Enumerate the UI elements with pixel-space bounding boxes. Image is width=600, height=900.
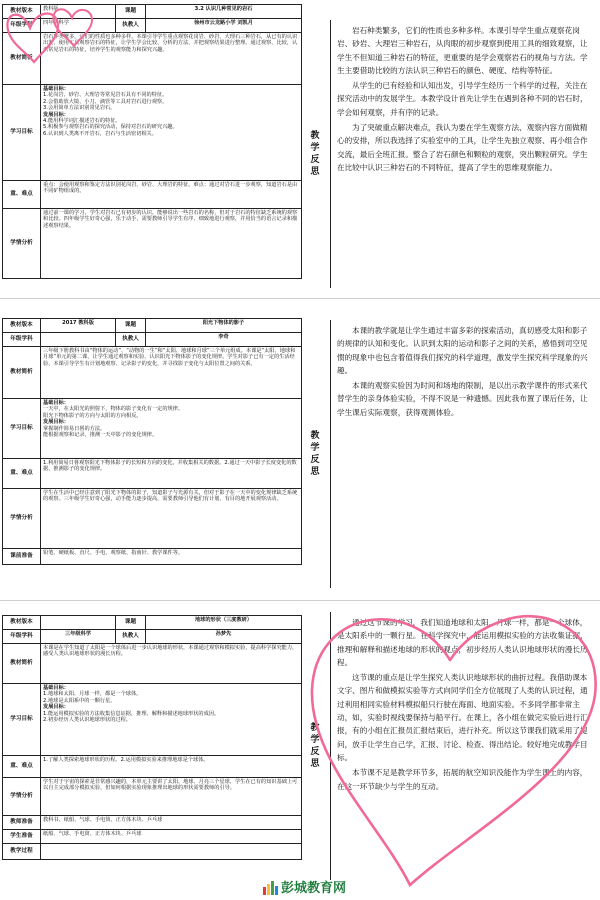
teacher-label: 执教人 — [116, 19, 146, 33]
student-prep-text: 纸船、气球、手电筒、正方体木块、乒乓球 — [41, 830, 302, 844]
label-char: 反 — [310, 747, 320, 757]
lesson-title: 地球的形状（三度教研） — [146, 616, 302, 630]
lesson-label: 课题 — [116, 616, 146, 630]
teacher-prep-text: 教科书、纸船、气球、手电筒、正方体木块、乒乓球 — [41, 816, 302, 830]
key-text: 1.利用简易日晷观察阳光下物体影子的长短和方向的变化，并收集相关的数据。2.通过一天中影子长度变化的数据，推测影子的变化规律。 — [41, 459, 302, 489]
lesson-title: 3.2 认识几种常见的岩石 — [146, 5, 302, 19]
goal-item: 3.会用简单方法识别常见岩石。 — [43, 105, 116, 112]
page-separator — [0, 600, 600, 601]
lesson-plan-1-table — [2, 4, 302, 279]
goals-cell — [41, 85, 302, 181]
goal-item: 6.认识到人类离不开岩石，岩石与生活密切相关。 — [43, 130, 157, 137]
goal-heading: 发展目标： — [43, 704, 69, 711]
grade-label: 年级学科 — [3, 630, 41, 644]
lesson-plan-2-table — [2, 318, 302, 565]
lesson-plan-2 — [2, 318, 302, 590]
label-char: 反 — [310, 155, 320, 165]
process-label: 教学过程 — [3, 844, 41, 860]
analysis-text: 本课是在学生知道了太阳是一个球体后进一步认识地球的形状，本课通过观察和模拟实验，提高科学探究能力，感受人类认识地球形状的漫长历程。 — [41, 644, 302, 684]
lesson-label: 课题 — [116, 319, 146, 333]
label-char: 学 — [310, 443, 320, 453]
goal-item: 阳光下物体影子的方向与太阳的方向相反。 — [43, 412, 142, 419]
prep-text: 铅笔、硬纸板、直尺、手电、观察纸、指南针、教学课件等。 — [41, 549, 302, 565]
edition-label: 教材版本 — [3, 319, 41, 333]
reflection-panel-3 — [300, 612, 600, 880]
goal-item: 2.会借助放大镜、小刀、滴管等工具对岩石进行观察。 — [43, 98, 168, 105]
grade-value: 三年级科学 — [41, 630, 116, 644]
prep-label: 课前准备 — [3, 549, 41, 565]
reflection-text — [331, 20, 600, 288]
edition-label: 教材版本 — [3, 616, 41, 630]
goals-label: 学习目标 — [3, 85, 41, 181]
reflection-paragraph: 本课的教学就是让学生通过丰富多彩的探索活动，真切感受太阳和影子的规律的认知和变化。认识到太阳的运动和影子之间的关系，感悟到司空见惯的现象中也包含着值得我们探究的科学道理，激发学生探究科学现象的兴趣。 — [337, 326, 588, 375]
goal-item: 1.花岗岩、砂岩、大理岩等常见岩石具有不同的特征。 — [43, 92, 168, 99]
reflection-paragraph: 通过这节课的学习，我们知道地球和太阳、月球一样，都是一个球体，是太阳系中的一颗行星。在科学探究中，能运用模拟实验的方法收集证据，推理和解释和描述地球的形状的观点，初步经历人类认识地球形状的漫长历程。 — [337, 618, 588, 667]
teacher-label: 执教人 — [116, 630, 146, 644]
goal-item: 能根据观察和记录，推测一天中影子的变化规律。 — [43, 432, 158, 439]
teacher-value: 李奇 — [146, 333, 302, 347]
goal-heading: 基础目标： — [43, 86, 69, 92]
reflection-paragraph: 这节课的重点是让学生探究人类认识地球形状的曲折过程。我借助课本文字、图片和做模拟实验等方式向同学们全方位展现了人类的认识过程，通过利用相同实验材料模拟船只行驶在海面、地面实验。不多同学都非常主动，如，实验时视线要保持与船平行。在课上，各小组在做完实验后进行汇报，有的小组在汇报员汇报结束后，进行补充。所以这节课我们就采用了提问，放手让学生自己学，汇报、讨论、检查、得出结论。较好地完成教学目标。 — [337, 673, 588, 762]
reflection-label — [300, 320, 331, 588]
key-text: 重点：会使用观察和鉴定方法识别花岗岩、砂岩、大理岩的特征。难点：通过对岩石进一步观察，知道岩石是由不同矿物组成的。 — [41, 181, 302, 209]
edition-label: 教材版本 — [3, 5, 41, 19]
teacher-label: 执教人 — [116, 333, 146, 347]
goal-item: 4.能用科学词汇描述岩石的特征。 — [43, 118, 121, 125]
key-label: 重、难点 — [3, 459, 41, 489]
lesson-plan-3-table — [2, 615, 302, 860]
grade-value: 四年级科学 — [41, 19, 116, 33]
analysis-label: 教材简析 — [3, 33, 41, 85]
label-char: 学 — [310, 735, 320, 745]
goal-item: 2.初步经历人类认识地球形状的过程。 — [43, 717, 131, 724]
teacher-value: 徐州市云龙路小学 刘凯月 — [146, 19, 302, 33]
reflection-paragraph: 岩石种类繁多，它们的性质也多种多样。本课引导学生重点观察花岗岩、砂岩、大理岩三种岩石，从肉眼的初步观察到使用工具的细致观察，让学生不但知道三种岩石的特征，更重要的是学会观察岩石的视角与方法。学生主要借助比较的方法认识三种岩石的颜色、硬度、结构等特征。 — [337, 26, 588, 75]
key-label: 重、难点 — [3, 181, 41, 209]
lesson-title: 阳光下物体的影子 — [146, 319, 302, 333]
goals-cell — [41, 684, 302, 756]
goal-item: 掌握制作简易日晷的方法。 — [43, 425, 106, 432]
edition-value — [41, 616, 116, 630]
goal-item: 5.积极参与观察岩石的探究活动，保持对岩石的研究兴趣。 — [43, 124, 178, 131]
analysis-text: 岩石种类繁多，它们的性质也多种多样。本课引导学生重点观察花岗岩、砂岩、大理石三种岩石，从已有的认识出发，使用工具观察岩石的特征，让学生学会比较、分析的方法，并把观察结果进行整理。通过观察、比较，认识常见岩石的特征，培养学生的观察能力和探究兴趣。 — [41, 33, 302, 85]
reflection-paragraph: 为了突破重点解决难点，我认为要在学生观察方法、观察内容方面做精心的安排，所以我选择了实验室中的工具，让学生先独立观察、再小组合作交流，最后全班汇报。整合了岩石颜色和颗粒的观察，突出颗粒研究。学生在比较中认识三种岩石的不同特征，提高了学生的思维观察能力。 — [337, 123, 588, 172]
lesson-plan-3 — [2, 615, 302, 900]
reflection-panel-2 — [300, 320, 600, 588]
reflection-paragraph: 本课的观察实验因为时间和场地的限制，是以出示教学课件的形式来代替学生的亲身体验实验，不得不说是一种遗憾。因此我布置了课后任务，让学生课后实际观察，获得观测体验。 — [337, 381, 588, 417]
situation-text: 学生在生活中已经注意到了阳光下物体的影子，知道影子与光源有关，但对于影子在一天中的变化规律缺乏系统的观察。三年级学生好奇心强，动手能力逐步提高，需要教师引导他们有计划、有目的地开展观察活动。 — [41, 489, 302, 549]
goals-label: 学习目标 — [3, 399, 41, 459]
student-prep-label: 学生准备 — [3, 830, 41, 844]
situation-label: 学情分析 — [3, 209, 41, 279]
process-cell — [41, 844, 302, 860]
goal-heading: 基础目标： — [43, 400, 69, 406]
reflection-label — [300, 20, 331, 288]
label-char: 思 — [310, 467, 320, 477]
grade-value — [41, 333, 116, 347]
analysis-label: 教材简析 — [3, 347, 41, 399]
reflection-paragraph: 本节课不足是教学环节多，拓展的航空知识没能作为学生课上的内容，在这一环节缺少与学生的互动。 — [337, 768, 588, 791]
edition-value: 教科版 — [41, 5, 116, 19]
goal-heading: 基础目标： — [43, 685, 69, 691]
key-label: 重、难点 — [3, 756, 41, 778]
situation-label: 学情分析 — [3, 489, 41, 549]
reflection-text — [331, 612, 600, 880]
label-char: 反 — [310, 455, 320, 465]
goals-label: 学习目标 — [3, 684, 41, 756]
situation-text: 学生对于宇宙的探索是非常感兴趣的，本单元主要讲了太阳、地球、月亮三个星球，学生在已有的知识基础上可以自主完成部分模拟实验，但如何根据实验现象推理出地球的形状需要教师的引导。 — [41, 778, 302, 816]
grade-label: 年级学科 — [3, 19, 41, 33]
goal-heading: 发展目标： — [43, 419, 69, 426]
goal-item: 1.能运用模拟实验的方法收集信息证据，推理、解释和描述地球形状的成因。 — [43, 710, 220, 717]
page-separator — [0, 298, 600, 299]
label-char: 教 — [310, 131, 320, 141]
lesson-label: 课题 — [116, 5, 146, 19]
situation-label: 学情分析 — [3, 778, 41, 816]
analysis-text: 三年级下册教科书由“物体的运动”、“动物的一生”和“太阳、地球和月球”三个单元组成。本课是“太阳、地球和月球”单元的第二课，让学生通过观察和实验，认识阳光下物体影子的变化规律。学生对影子已有一定的生活经验，本课引导学生有计划地观察、记录影子的变化，并寻找影子变化与太阳位置之间的关系。 — [41, 347, 302, 399]
label-char: 教 — [310, 431, 320, 441]
grade-label: 年级学科 — [3, 333, 41, 347]
edition-value: 2017 教科版 — [41, 319, 116, 333]
reflection-panel-1 — [300, 20, 600, 288]
analysis-label: 教材简析 — [3, 644, 41, 684]
logo-icon — [262, 880, 278, 894]
reflection-label — [300, 612, 331, 880]
situation-text: 通过前一课的学习，学生对岩石已有初步的认识，能够说出一些岩石的名称，但对于岩石的特征缺乏系统的观察和比较。四年级学生好奇心强，乐于动手，需要教师引导学生有序、细致地进行观察，并用恰当的语言记录和描述观察结果。 — [41, 209, 302, 279]
teacher-value: 孙梦先 — [146, 630, 302, 644]
label-char: 学 — [310, 143, 320, 153]
key-text: 1.了解人类探索地球形状的历程。2.运用模拟实验来推理地球是个球体。 — [41, 756, 302, 778]
reflection-paragraph: 从学生的已有经验和认知出发，引导学生经历一个科学的过程，关注在探究活动中的发展学生。本教学设计首先让学生在遇到各种不同的岩石时，学会如何观察，并有序的记录。 — [337, 81, 588, 117]
goal-item: 1.地球和太阳、月球一样，都是一个球体。 — [43, 691, 142, 698]
goals-cell — [41, 399, 302, 459]
teacher-prep-label: 教师准备 — [3, 816, 41, 830]
lesson-plan-1 — [2, 4, 302, 287]
goal-heading: 发展目标： — [43, 111, 69, 118]
goal-item: 2.地球是太阳系中的一颗行星。 — [43, 697, 116, 704]
label-char: 思 — [310, 167, 320, 177]
logo-text: 彭城教育网 — [281, 881, 347, 896]
label-char: 教 — [310, 723, 320, 733]
goal-item: 一天中，在太阳光的照射下，物体的影子变化有一定的规律。 — [43, 406, 184, 413]
site-logo — [262, 877, 346, 896]
label-char: 思 — [310, 759, 320, 769]
reflection-text — [331, 320, 600, 588]
